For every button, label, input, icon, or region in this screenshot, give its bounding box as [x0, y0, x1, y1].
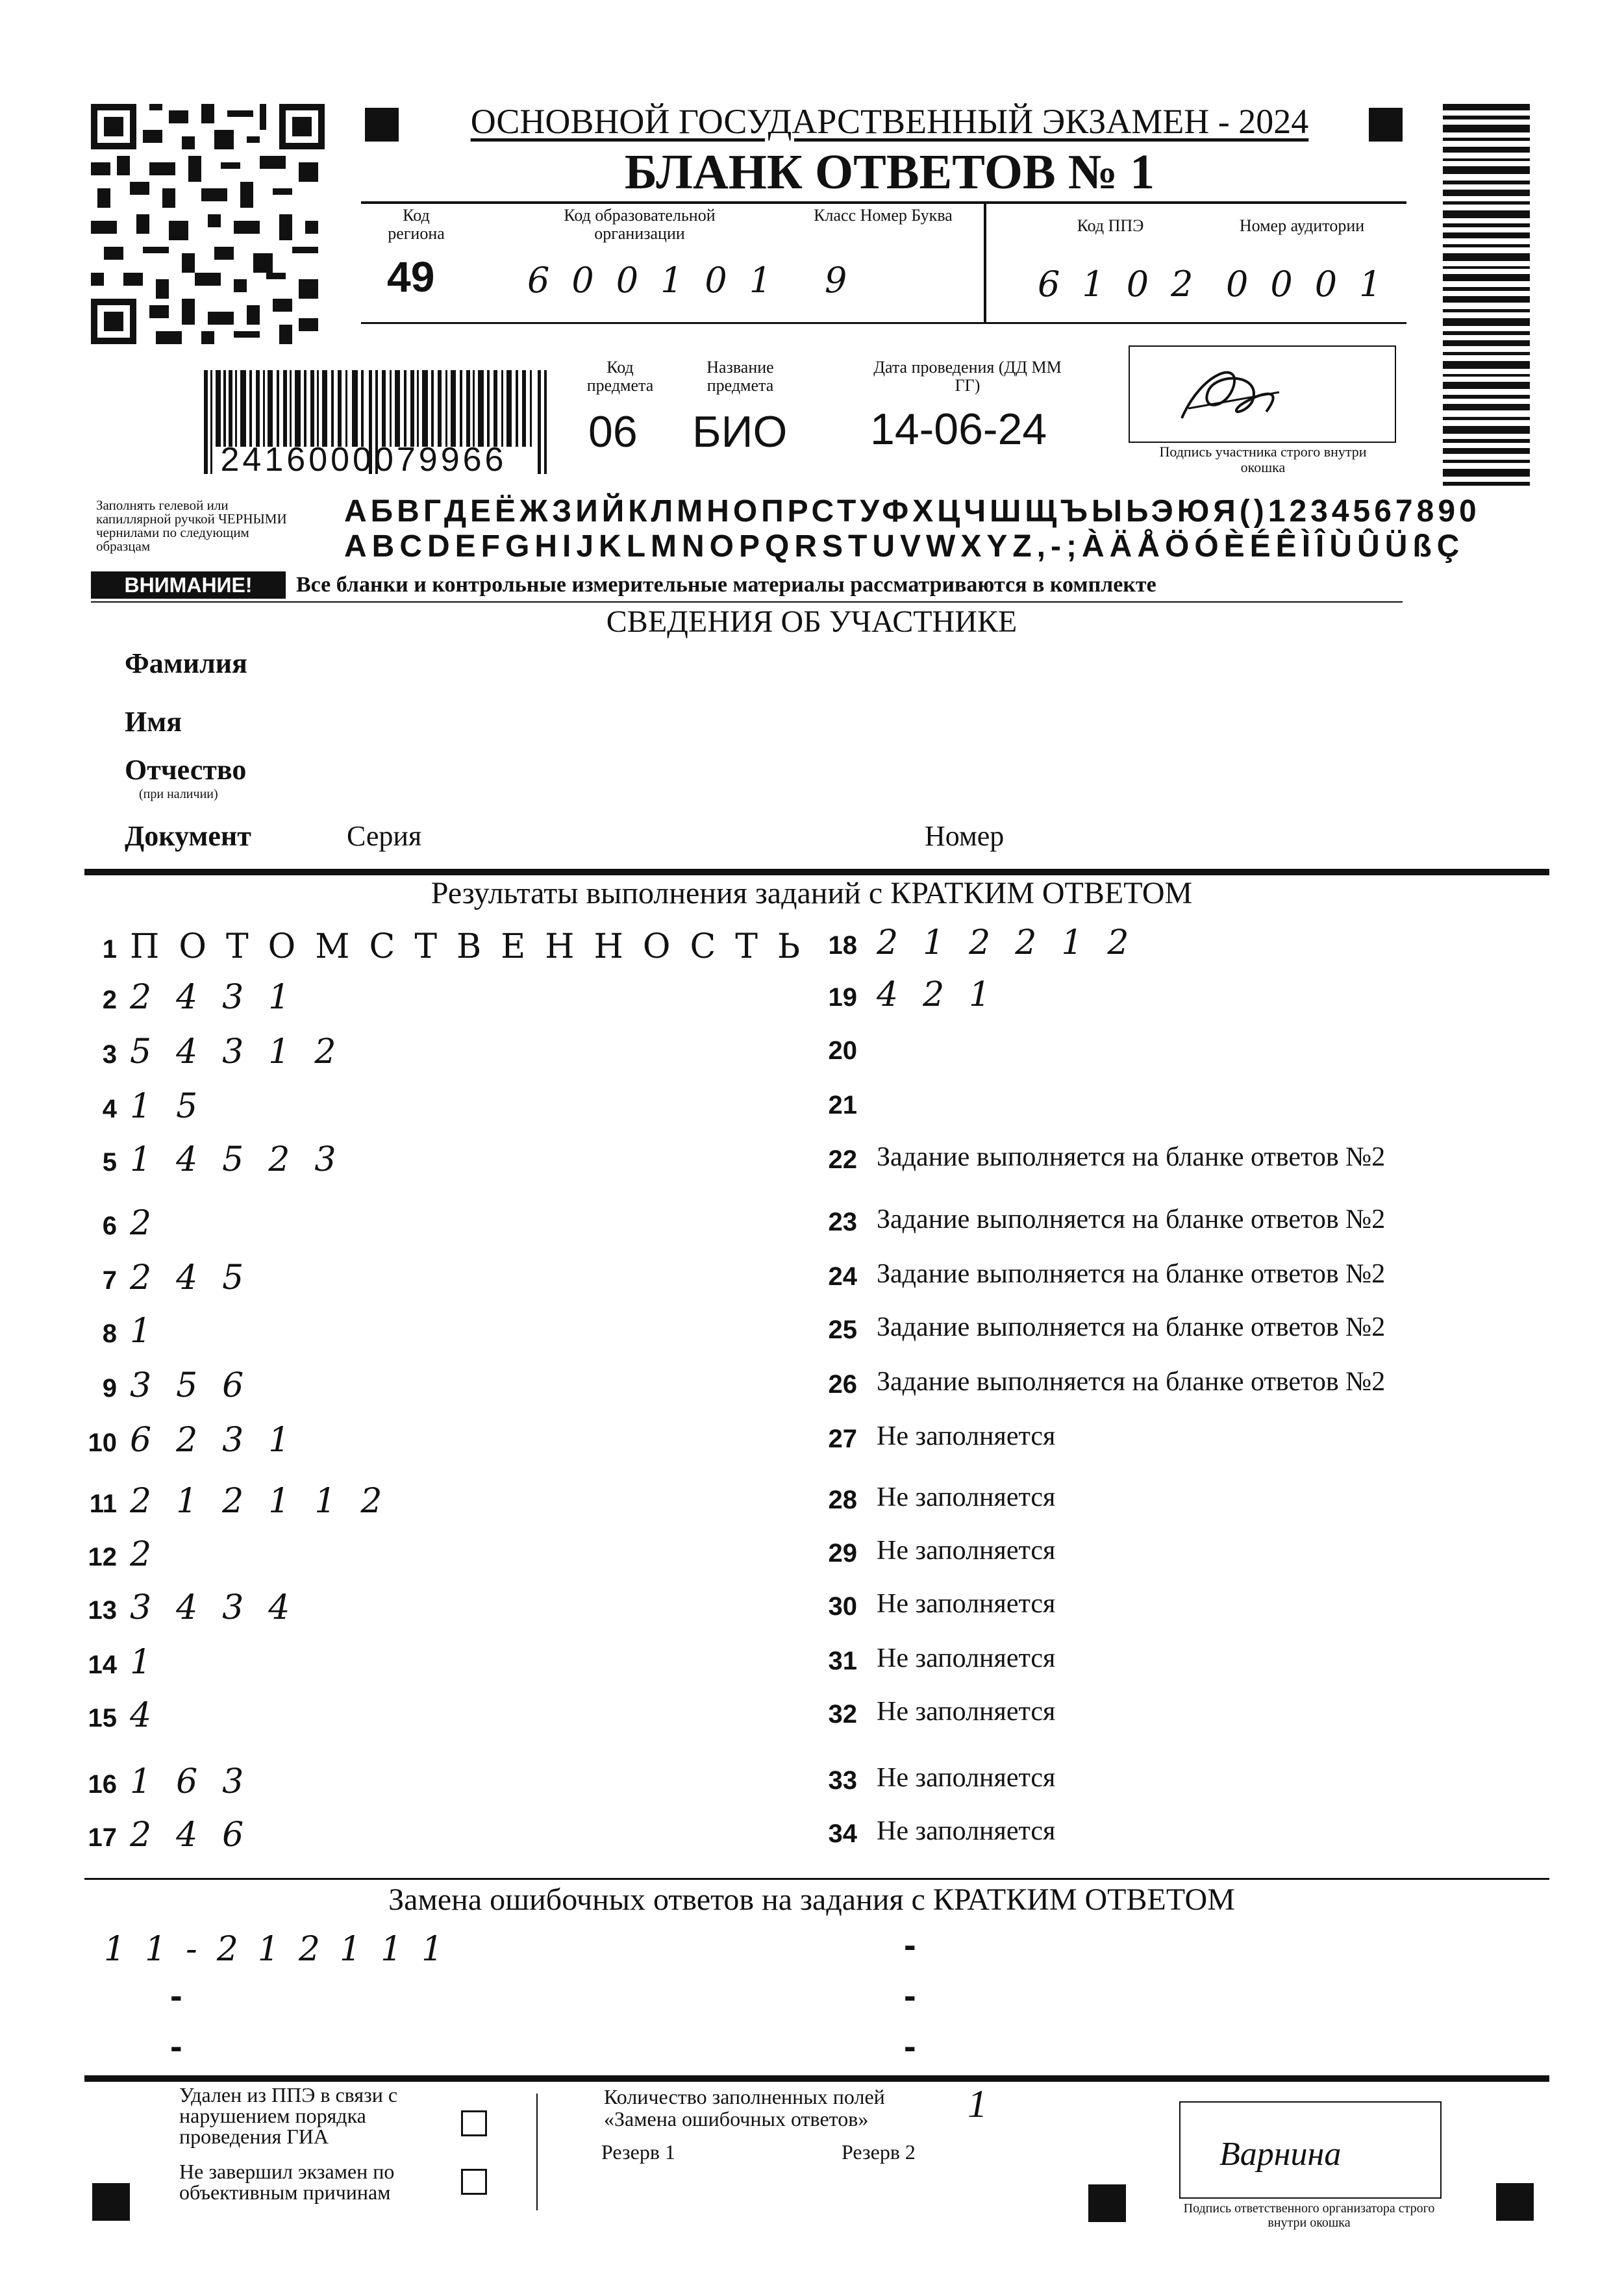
- task-answer-25: Задание выполняется на бланке ответов №2: [877, 1312, 1386, 1342]
- replacement-dash: -: [904, 2025, 916, 2066]
- series-label: Серия: [347, 820, 422, 852]
- task-number-6: 6: [102, 1212, 117, 1240]
- side-barcode: [1443, 104, 1530, 487]
- task-answer-13: 3434: [130, 1588, 315, 1627]
- warning-text: Все бланки и контрольные измерительные материалы рассматриваются в комплекте: [296, 573, 1156, 597]
- task-answer-2: 2431: [130, 978, 315, 1017]
- task-number-21: 21: [828, 1091, 857, 1119]
- task-answer-17: 246: [130, 1816, 269, 1855]
- org-code-value: 600101: [527, 260, 794, 301]
- subject-code-value: 06: [588, 407, 638, 456]
- task-number-22: 22: [828, 1145, 857, 1174]
- header-bottom-rule: [361, 322, 1406, 324]
- organizer-signature-box: [1179, 2101, 1442, 2199]
- task-answer-19: 421: [877, 975, 1016, 1014]
- alignment-marker: [1088, 2184, 1126, 2222]
- task-number-20: 20: [828, 1036, 857, 1065]
- header-vertical-divider: [984, 203, 986, 323]
- sample-row-cyrillic: АБВГДЕЁЖЗИЙКЛМНОПРСТУФХЦЧШЩЪЫЬЭЮЯ()1234567890: [344, 494, 1480, 529]
- task-number-17: 17: [88, 1823, 117, 1852]
- subject-code-label: Код предмета: [586, 358, 654, 395]
- header-top-rule: [361, 201, 1406, 204]
- task-number-13: 13: [88, 1596, 117, 1625]
- task-answer-23: Задание выполняется на бланке ответов №2: [877, 1205, 1386, 1234]
- replacement-entry-1: 11-212111: [104, 1930, 463, 1969]
- task-answer-16: 163: [130, 1762, 269, 1801]
- replacement-count-label: Количество заполненных полей «Замена ошибочных ответов»: [604, 2085, 885, 2131]
- task-number-24: 24: [828, 1262, 857, 1291]
- task-number-16: 16: [88, 1770, 117, 1799]
- task-answer-15: 4: [130, 1696, 177, 1735]
- task-answer-7: 245: [130, 1258, 269, 1297]
- task-number-5: 5: [102, 1148, 117, 1177]
- task-number-34: 34: [828, 1819, 857, 1848]
- participant-section-title: СВЕДЕНИЯ ОБ УЧАСТНИКЕ: [606, 605, 1018, 639]
- ppe-code-value: 6102: [1038, 264, 1216, 305]
- removed-checkbox[interactable]: [461, 2110, 487, 2136]
- reserve-1-label: Резерв 1: [601, 2140, 675, 2164]
- replacement-dash: -: [170, 2025, 182, 2066]
- task-number-2: 2: [102, 986, 117, 1014]
- region-code-label: Код региона: [388, 206, 445, 243]
- region-code-value: 49: [387, 253, 435, 301]
- task-number-10: 10: [88, 1429, 117, 1457]
- subject-name-value: БИО: [692, 407, 788, 456]
- exam-title: ОСНОВНОЙ ГОСУДАРСТВЕННЫЙ ЭКЗАМЕН - 2024: [470, 102, 1309, 141]
- alignment-marker: [92, 2183, 130, 2221]
- task-answer-4: 15: [130, 1087, 223, 1126]
- task-answer-3: 54312: [130, 1032, 361, 1071]
- replacement-dash: -: [904, 1975, 916, 2016]
- results-top-rule: [84, 869, 1549, 875]
- sample-instruction: Заполнять гелевой или капиллярной ручкой ЧЕРНЫМИ чернилами по следующим образцам: [96, 497, 287, 554]
- task-answer-1: ПОТОМСТВЕННОСТЬ: [130, 927, 820, 966]
- footer-vertical-divider: [536, 2093, 538, 2210]
- reserve-2-label: Резерв 2: [842, 2140, 916, 2164]
- task-number-8: 8: [102, 1319, 117, 1348]
- class-value: 9: [825, 260, 869, 301]
- task-number-7: 7: [102, 1266, 117, 1295]
- task-answer-6: 2: [130, 1204, 177, 1243]
- task-answer-32: Не заполняется: [877, 1697, 1056, 1727]
- task-answer-10: 6231: [130, 1421, 315, 1460]
- task-answer-28: Не заполняется: [877, 1482, 1056, 1512]
- task-number-32: 32: [828, 1700, 857, 1729]
- task-number-31: 31: [828, 1647, 857, 1675]
- task-answer-12: 2: [130, 1535, 177, 1574]
- task-number-25: 25: [828, 1316, 857, 1344]
- task-answer-22: Задание выполняется на бланке ответов №2: [877, 1142, 1386, 1172]
- alignment-marker: [1369, 108, 1403, 142]
- task-number-15: 15: [88, 1704, 117, 1732]
- task-number-12: 12: [88, 1543, 117, 1571]
- task-answer-24: Задание выполняется на бланке ответов №2: [877, 1259, 1386, 1289]
- task-answer-26: Задание выполняется на бланке ответов №2: [877, 1367, 1386, 1397]
- task-number-9: 9: [102, 1374, 117, 1403]
- task-number-4: 4: [102, 1095, 117, 1123]
- patronymic-note: (при наличии): [139, 787, 218, 801]
- exam-date-value: 14-06-24: [870, 405, 1047, 454]
- task-answer-27: Не заполняется: [877, 1421, 1056, 1451]
- task-number-30: 30: [828, 1592, 857, 1621]
- replacement-count-value: 1: [968, 2082, 987, 2125]
- subject-name-label: Название предмета: [706, 358, 774, 395]
- participant-signature: [1130, 347, 1395, 442]
- warning-badge: ВНИМАНИЕ!: [91, 571, 286, 599]
- participant-signature-box: [1129, 345, 1396, 443]
- exam-date-label: Дата проведения (ДД ММ ГГ): [873, 358, 1062, 395]
- task-number-23: 23: [828, 1208, 857, 1236]
- qr-code: [91, 104, 325, 344]
- organizer-signature: Варнина: [1219, 2136, 1342, 2173]
- participant-signature-caption: Подпись участника строго внутри окошка: [1159, 444, 1367, 475]
- task-number-3: 3: [102, 1040, 117, 1069]
- removed-label: Удален из ППЭ в связи с нарушением порядка проведения ГИА: [179, 2083, 398, 2148]
- task-number-29: 29: [828, 1539, 857, 1568]
- task-number-14: 14: [88, 1651, 117, 1679]
- organizer-signature-caption: Подпись ответственного организатора строго внутри окошка: [1183, 2201, 1435, 2230]
- task-answer-33: Не заполняется: [877, 1763, 1056, 1793]
- task-number-18: 18: [828, 931, 857, 960]
- surname-label: Фамилия: [125, 647, 247, 679]
- task-number-33: 33: [828, 1766, 857, 1795]
- not-finished-label: Не завершил экзамен по объективным причинам: [179, 2160, 395, 2204]
- room-number-value: 0001: [1226, 264, 1404, 305]
- task-answer-18: 212212: [877, 923, 1154, 962]
- task-number-28: 28: [828, 1486, 857, 1514]
- task-answer-31: Не заполняется: [877, 1643, 1056, 1673]
- task-number-27: 27: [828, 1425, 857, 1453]
- class-label: Класс Номер Буква: [814, 206, 953, 225]
- room-number-label: Номер аудитории: [1239, 216, 1365, 235]
- task-number-1: 1: [102, 935, 117, 964]
- replacement-dash: -: [904, 1924, 916, 1965]
- org-code-label: Код образовательной организации: [564, 206, 716, 243]
- results-section-title: Результаты выполнения заданий с КРАТКИМ ОТВЕТОМ: [431, 876, 1193, 910]
- task-answer-14: 1: [130, 1643, 177, 1682]
- task-answer-30: Не заполняется: [877, 1589, 1056, 1619]
- barcode-number: 2416000079966: [220, 441, 507, 479]
- not-finished-checkbox[interactable]: [461, 2169, 487, 2195]
- replacement-dash: -: [170, 1975, 182, 2016]
- task-answer-11: 212112: [130, 1482, 407, 1521]
- task-answer-9: 356: [130, 1366, 269, 1405]
- task-answer-29: Не заполняется: [877, 1536, 1056, 1566]
- alignment-marker: [1496, 2183, 1534, 2221]
- footer-top-rule: [84, 2075, 1549, 2082]
- warning-bar: [91, 569, 1403, 603]
- sample-row-latin: ABCDEFGHIJKLMNOPQRSTUVWXYZ,-;ÀÄÅÖÓÈÉÊÌÎÙÛÜßÇ: [344, 529, 1465, 564]
- name-label: Имя: [125, 706, 182, 738]
- task-answer-8: 1: [130, 1312, 177, 1351]
- task-number-26: 26: [828, 1370, 857, 1399]
- form-title: БЛАНК ОТВЕТОВ № 1: [624, 145, 1155, 199]
- alignment-marker: [365, 108, 399, 142]
- ppe-code-label: Код ППЭ: [1077, 216, 1144, 235]
- task-number-19: 19: [828, 983, 857, 1012]
- document-label: Документ: [125, 820, 251, 852]
- task-answer-5: 14523: [130, 1140, 361, 1179]
- replacement-top-rule: [84, 1878, 1549, 1880]
- replacement-section-title: Замена ошибочных ответов на задания с КРАТКИМ ОТВЕТОМ: [388, 1882, 1235, 1917]
- patronymic-label: Отчество: [125, 754, 247, 786]
- number-label: Номер: [925, 820, 1005, 852]
- task-answer-34: Не заполняется: [877, 1816, 1056, 1846]
- task-number-11: 11: [89, 1490, 117, 1518]
